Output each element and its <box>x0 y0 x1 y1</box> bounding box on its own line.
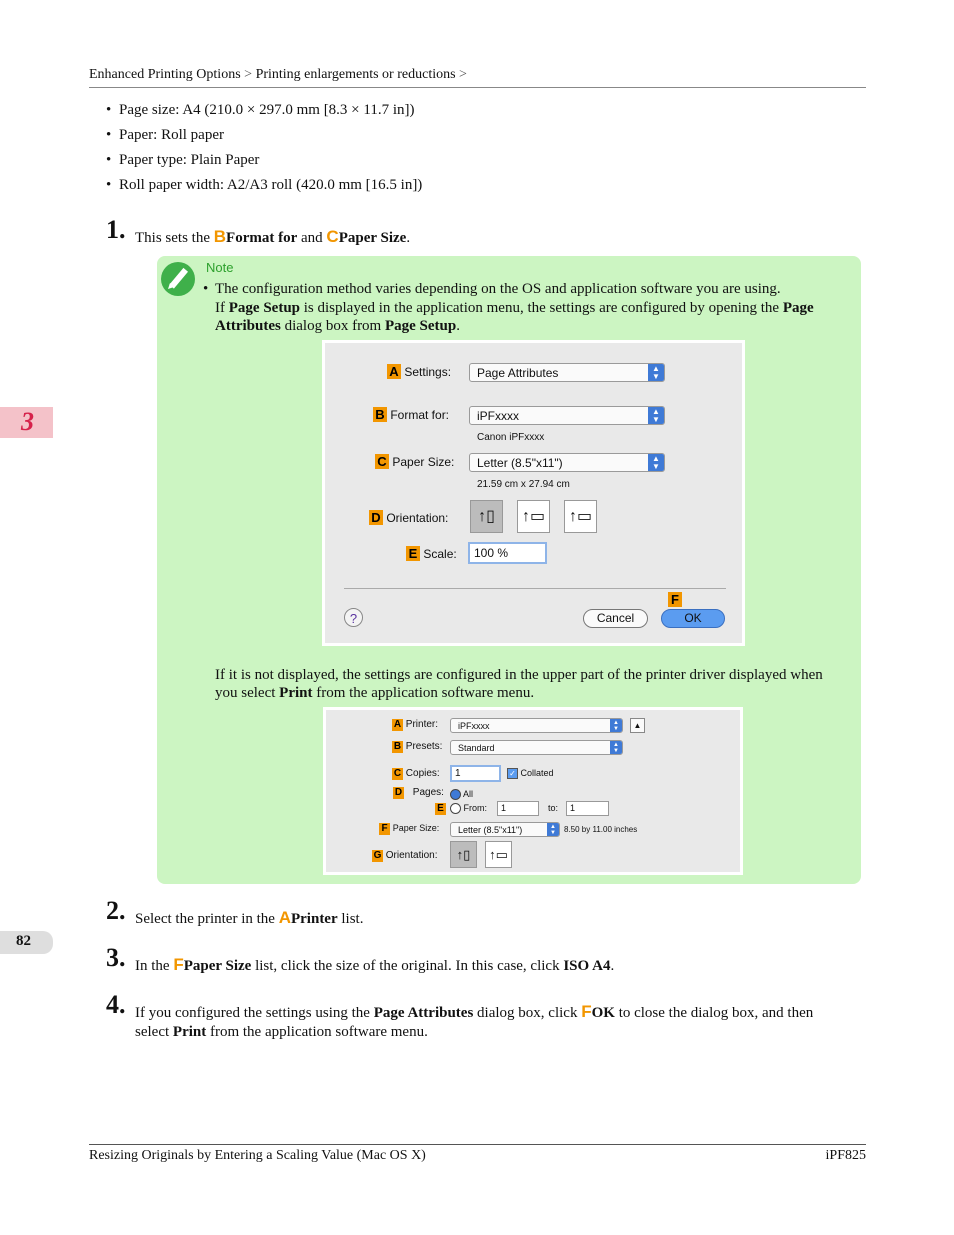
page-attributes-dialog <box>322 340 745 646</box>
print-dialog <box>323 707 743 875</box>
tag-f: F <box>668 592 682 607</box>
settings-popup[interactable]: Page Attributes ▲ ▼ <box>469 363 665 382</box>
copies-label: Copies: <box>405 768 440 779</box>
note-text: The configuration method varies depending on the OS and application software you are using. <box>215 281 781 297</box>
portrait-orientation-icon[interactable]: ↑▯ <box>470 500 503 533</box>
orientation-label: Orientation: <box>385 850 438 861</box>
tag-e: E <box>406 546 420 561</box>
portrait-orientation-icon[interactable]: ↑▯ <box>450 841 477 868</box>
expand-triangle-icon[interactable]: ▲ <box>630 718 645 733</box>
tag-d: D <box>394 787 403 798</box>
collated-label: Collated <box>520 768 554 778</box>
settings-label: Settings: <box>404 365 452 379</box>
step-text: Select the printer in the <box>135 911 275 927</box>
popup-arrows-icon: ▲ ▼ <box>610 719 622 732</box>
pencil-icon <box>161 262 195 296</box>
popup-arrows-icon: ▲ ▼ <box>648 407 664 424</box>
note-para-2: If it is not displayed, the settings are configured in the upper part of the printer driver displayed when you select Print from the application software menu. <box>215 667 823 701</box>
tag-a: A <box>393 719 402 730</box>
step-text: This sets the <box>135 230 210 246</box>
from-input[interactable]: 1 <box>497 801 539 816</box>
page-number: 82 <box>16 933 31 949</box>
paper-size-term: Paper Size <box>338 230 407 246</box>
paper-size-term: Paper Size <box>183 958 252 974</box>
letter-a: A <box>278 908 291 927</box>
printer-popup[interactable]: iPFxxxx ▲ ▼ <box>450 718 623 733</box>
list-item: • Roll paper width: A2/A3 roll (420.0 mm [16.5 in]) <box>106 174 422 199</box>
tag-g: G <box>373 850 382 861</box>
all-label: All <box>463 789 474 799</box>
from-radio[interactable] <box>450 803 461 814</box>
copies-input[interactable]: 1 <box>450 765 501 782</box>
settings-list <box>106 99 422 199</box>
paper-size-detail: 21.59 cm x 27.94 cm <box>477 479 570 490</box>
format-for-popup[interactable]: iPFxxxx ▲ ▼ <box>469 406 665 425</box>
step-text: In the <box>135 958 170 974</box>
tag-b: B <box>393 741 402 752</box>
scale-input[interactable]: 100 % <box>468 542 547 564</box>
dialog-divider <box>344 588 726 589</box>
note-label: Note <box>206 260 234 275</box>
note-bullet: • The configuration method varies depending on the OS and application software you are using. <box>203 281 781 297</box>
letter-b: B <box>213 227 227 246</box>
breadcrumb-1: Enhanced Printing Options <box>89 67 241 82</box>
orientation-label: Orientation: <box>386 511 449 525</box>
tag-c: C <box>375 454 389 469</box>
presets-popup[interactable]: Standard ▲ ▼ <box>450 740 623 755</box>
printer-label: Printer: <box>405 719 439 730</box>
popup-arrows-icon: ▲ ▼ <box>648 454 664 471</box>
paper-size-popup[interactable]: Letter (8.5"x11") ▲ ▼ <box>469 453 665 472</box>
tag-a: A <box>387 364 401 379</box>
page-number-tab <box>0 931 53 954</box>
step-text: list. <box>341 911 364 927</box>
printer-term: Printer <box>290 911 338 927</box>
breadcrumb-sep: > <box>244 67 253 82</box>
step-text: and <box>301 230 323 246</box>
reverse-landscape-orientation-icon[interactable]: ↑▭ <box>564 500 597 533</box>
format-for-term: Format for <box>226 230 298 246</box>
to-label: to: <box>548 803 559 813</box>
list-item: • Paper: Roll paper <box>106 124 422 149</box>
landscape-orientation-icon[interactable]: ↑▭ <box>517 500 550 533</box>
letter-c: C <box>326 227 339 246</box>
iso-a4-term: ISO A4 <box>563 958 611 974</box>
popup-arrows-icon: ▲ ▼ <box>547 823 559 836</box>
landscape-orientation-icon[interactable]: ↑▭ <box>485 841 512 868</box>
paper-size-info: 8.50 by 11.00 inches <box>564 825 638 834</box>
to-input[interactable]: 1 <box>566 801 609 816</box>
tag-c: C <box>393 768 402 779</box>
breadcrumb-2: Printing enlargements or reductions <box>255 67 456 82</box>
step-number: 1. <box>106 215 126 244</box>
from-label: From: <box>463 803 488 813</box>
step-number: 2. <box>106 896 126 925</box>
tag-d: D <box>369 510 383 525</box>
note-para-1: If Page Setup is displayed in the application menu, the settings are configured by opening the Page Attributes dialog box from Page Setup. <box>215 300 814 334</box>
collated-checkbox[interactable]: ✓ <box>507 768 518 779</box>
chapter-number: 3 <box>21 407 34 436</box>
help-icon[interactable]: ? <box>344 608 363 627</box>
breadcrumb-sep-2: > <box>459 67 467 82</box>
tag-b: B <box>373 407 387 422</box>
footer-title: Resizing Originals by Entering a Scaling Value (Mac OS X) <box>89 1148 426 1163</box>
step-text: . <box>406 230 411 246</box>
presets-label: Presets: <box>405 741 443 752</box>
scale-label: Scale: <box>423 547 457 561</box>
paper-size-popup[interactable]: Letter (8.5"x11") ▲ ▼ <box>450 822 560 837</box>
format-for-detail: Canon iPFxxxx <box>477 432 545 443</box>
popup-arrows-icon: ▲ ▼ <box>610 741 622 754</box>
letter-f: F <box>173 955 184 974</box>
letter-f: F <box>581 1002 592 1021</box>
step-number: 4. <box>106 990 126 1019</box>
popup-arrows-icon: ▲ ▼ <box>648 364 664 381</box>
tag-e: E <box>435 803 446 815</box>
tag-f: F <box>379 823 390 835</box>
step-number: 3. <box>106 943 126 972</box>
format-for-label: Format for: <box>390 408 450 422</box>
pages-label: Pages: <box>412 787 444 798</box>
list-item: • Page size: A4 (210.0 × 297.0 mm [8.3 × 11.7 in]) <box>106 99 422 124</box>
ok-button[interactable]: OK <box>661 609 725 628</box>
cancel-button[interactable]: Cancel <box>583 609 648 628</box>
all-pages-radio[interactable] <box>450 789 461 800</box>
paper-size-label: Paper Size: <box>392 455 455 469</box>
footer-model: iPF825 <box>825 1148 866 1163</box>
page-footer <box>89 1144 866 1164</box>
paper-size-label: Paper Size: <box>392 823 440 833</box>
page-header <box>89 67 866 88</box>
step-text: list, click the size of the original. In this case, click <box>255 958 560 974</box>
chapter-tab <box>0 407 53 438</box>
list-item: • Paper type: Plain Paper <box>106 149 422 174</box>
